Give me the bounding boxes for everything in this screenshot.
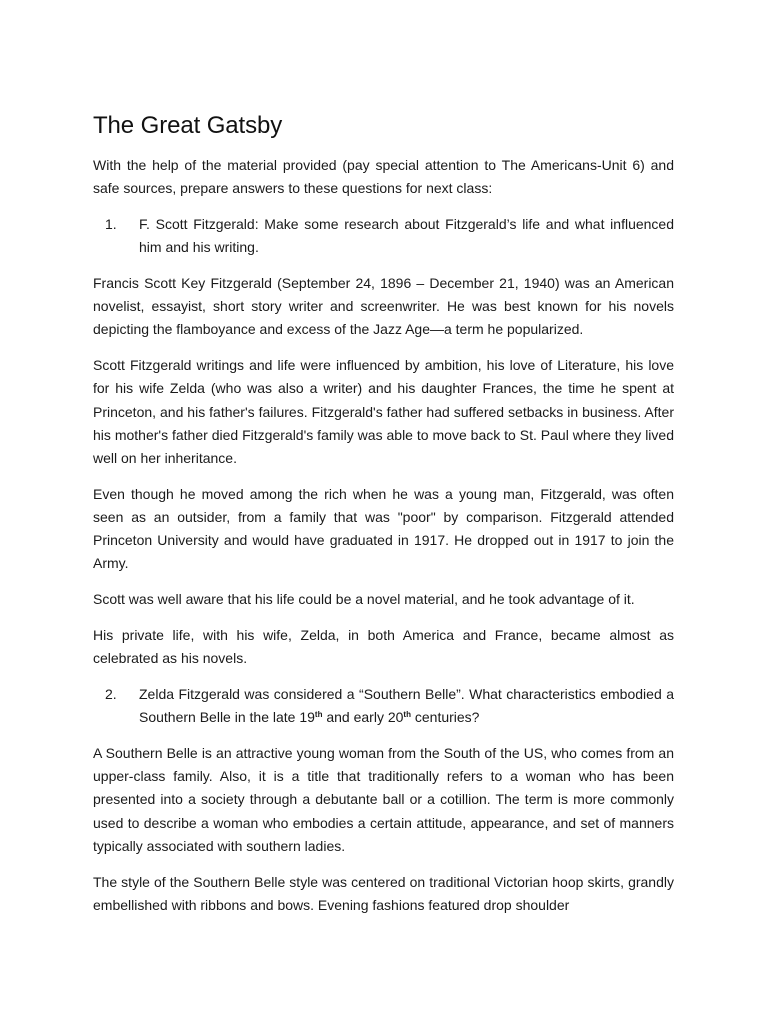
ordinal-suffix: th [403,710,411,720]
question-text-part: and early 20 [322,709,404,726]
question-text-part: Zelda Fitzgerald was considered a “Southern Belle”. What characteristics embodied a Southern Belle in the late 19 [139,686,674,726]
document-body [93,110,674,930]
answer-paragraph: His private life, with his wife, Zelda, in both America and France, became almost as celebrated as his novels. [93,627,674,667]
answer-paragraph: Scott was well aware that his life could be a novel material, and he took advantage of it. [93,591,635,608]
ordinal-suffix: th [314,710,323,720]
document-title: The Great Gatsby [93,112,283,139]
answer-paragraph: Francis Scott Key Fitzgerald (September 24, 1896 – December 21, 1940) was an American novelist, essayist, short story writer and screenwriter. He was best known for his novels depicting the flamboyance and excess of the Jazz Age—a term he popularized. [93,275,674,338]
answer-paragraph: A Southern Belle is an attractive young woman from the South of the US, who comes from an upper-class family. Also, it is a title that traditionally refers to a woman who has been presented into a society through a debutante ball or a cotillion. The term is more commonly used to describe a woman who embodies a certain attitude, appearance, and set of manners typically associated with southern ladies. [93,745,674,854]
intro-paragraph: With the help of the material provided (pay special attention to The Americans-Unit 6) and safe sources, prepare answers to these questions for next class: [93,157,674,197]
answer-paragraph: The style of the Southern Belle style was centered on traditional Victorian hoop skirts, grandly embellished with ribbons and bows. Evening fashions featured drop shoulder [93,873,674,913]
question-number: 2. [105,686,117,703]
question-text-part: centuries? [410,709,480,726]
question-item [93,683,674,729]
question-item [93,213,674,259]
answer-paragraph: Scott Fitzgerald writings and life were influenced by ambition, his love of Literature, his love for his wife Zelda (who was also a writer) and his daughter Frances, the time he spent at Princeton, and his father's failures. Fitzgerald's father had suffered setbacks in business. After his mother's father died Fitzgerald's family was able to move back to St. Paul where they lived well on her inheritance. [93,357,674,467]
question-text: F. Scott Fitzgerald: Make some research about Fitzgerald’s life and what influenced him and his writing. [139,216,674,256]
answer-paragraph: Even though he moved among the rich when he was a young man, Fitzgerald, was often seen as an outsider, from a family that was "poor" by comparison. Fitzgerald attended Princeton University and would have graduated in 1917. He dropped out in 1917 to join the Army. [93,485,674,572]
question-number: 1. [105,216,117,232]
question-text [139,683,674,729]
